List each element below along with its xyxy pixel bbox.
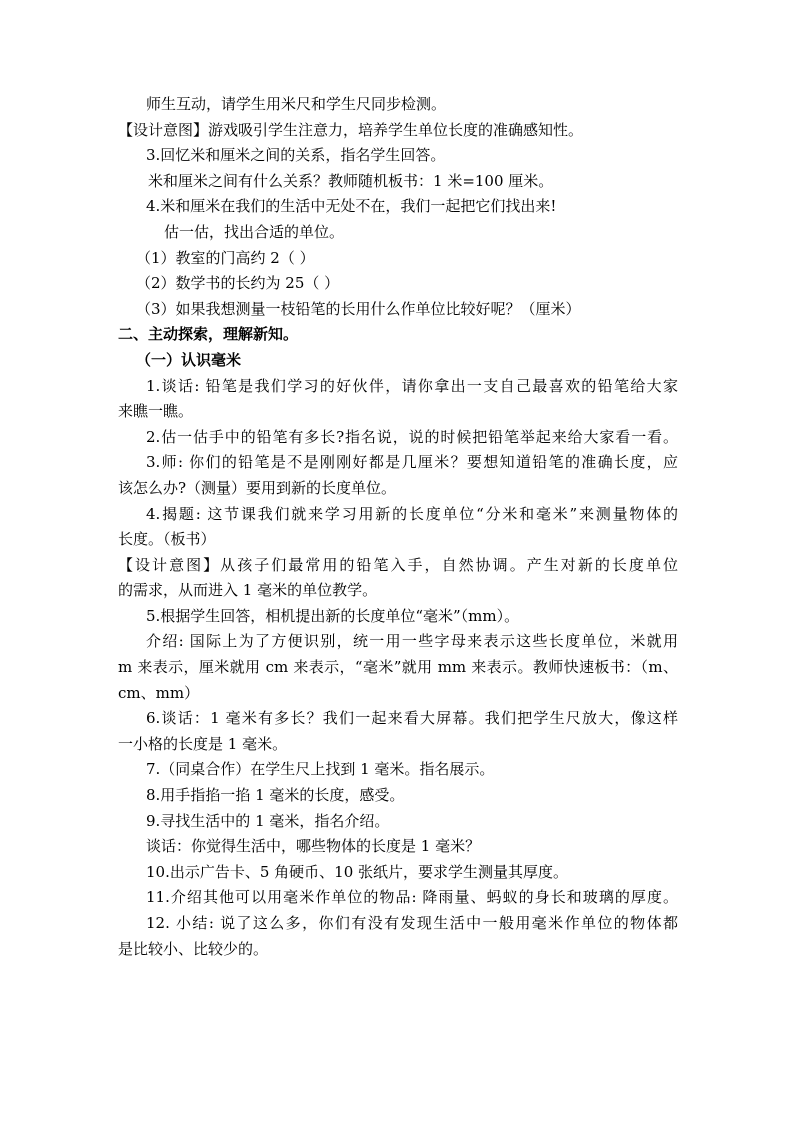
text-line: 10.出示广告卡、5 角硬币、10 张纸片，要求学生测量其厚度。 — [146, 862, 569, 881]
text-line: 估一估，找出合适的单位。 — [164, 222, 345, 241]
subsection-heading: （一）认识毫米 — [136, 350, 242, 369]
text-line: 长度。（板书） — [118, 530, 216, 549]
text-line: 3.师: 你们的铅笔是不是刚刚好都是几厘米？要想知道铅笔的准确长度，应 — [146, 453, 678, 472]
text-line: 来瞧一瞧。 — [118, 402, 194, 421]
text-line: 4.米和厘米在我们的生活中无处不在，我们一起把它们找出来! — [146, 197, 557, 216]
text-line: （2）数学书的长约为 25（ ） — [136, 274, 340, 293]
text-line: 11.介绍其他可以用毫米作单位的物品: 降雨量、蚂蚁的身长和玻璃的厚度。 — [146, 888, 678, 907]
text-line: 该怎么办?（测量）要用到新的长度单位。 — [118, 478, 397, 497]
text-line: 【设计意图】从孩子们最常用的铅笔入手，自然协调。产生对新的长度单位 — [118, 555, 678, 574]
text-line: 的需求，从而进入 1 毫米的单位教学。 — [118, 581, 378, 600]
text-line: m 来表示，厘米就用 cm 来表示，“毫米”就用 mm 来表示。教师快速板书：（m、 — [118, 658, 678, 677]
text-line: 6.谈话：1 毫米有多长？我们一起来看大屏幕。我们把学生尺放大，像这样 — [146, 709, 678, 728]
text-line: 师生互动，请学生用米尺和学生尺同步检测。 — [146, 95, 447, 113]
text-line: 7.（同桌合作）在学生尺上找到 1 毫米。指名展示。 — [146, 760, 495, 779]
text-line: 是比较小、比较少的。 — [118, 939, 269, 958]
text-line: 1.谈话: 铅笔是我们学习的好伙伴，请你拿出一支自己最喜欢的铅笔给大家 — [146, 376, 678, 395]
text-line: 一小格的长度是 1 毫米。 — [118, 734, 288, 753]
text-line: 8.用手指掐一掐 1 毫米的长度，感受。 — [146, 786, 405, 805]
text-line: 5.根据学生回答，相机提出新的长度单位“毫米”（mm）。 — [146, 606, 520, 625]
text-line: （1）教室的门高约 2（ ） — [136, 248, 315, 267]
document-page — [118, 92, 678, 962]
text-line: 12. 小结: 说了这么多，你们有没有发现生活中一般用毫米作单位的物体都 — [146, 914, 678, 932]
text-line: 介绍: 国际上为了方便识别，统一用一些字母来表示这些长度单位，米就用 — [146, 632, 678, 651]
text-line: 2.估一估手中的铅笔有多长?指名说，说的时候把铅笔举起来给大家看一看。 — [146, 427, 678, 446]
text-line: cm、mm） — [118, 683, 200, 702]
text-line: 9.寻找生活中的 1 毫米，指名介绍。 — [146, 811, 390, 830]
text-line: 米和厘米之间有什么关系？教师随机板书：1 米=100 厘米。 — [148, 171, 554, 190]
section-heading: 二、主动探索，理解新知。 — [118, 325, 299, 344]
text-line: 3.回忆米和厘米之间的关系，指名学生回答。 — [146, 146, 446, 165]
text-line: （3）如果我想测量一枝铅笔的长用什么作单位比较好呢？（厘米） — [136, 299, 581, 318]
text-line: 【设计意图】游戏吸引学生注意力，培养学生单位长度的准确感知性。 — [118, 120, 584, 139]
text-line: 谈话：你觉得生活中，哪些物体的长度是 1 毫米？ — [146, 837, 481, 856]
text-line: 4.揭题: 这节课我们就来学习用新的长度单位“分米和毫米”来测量物体的 — [146, 504, 678, 523]
